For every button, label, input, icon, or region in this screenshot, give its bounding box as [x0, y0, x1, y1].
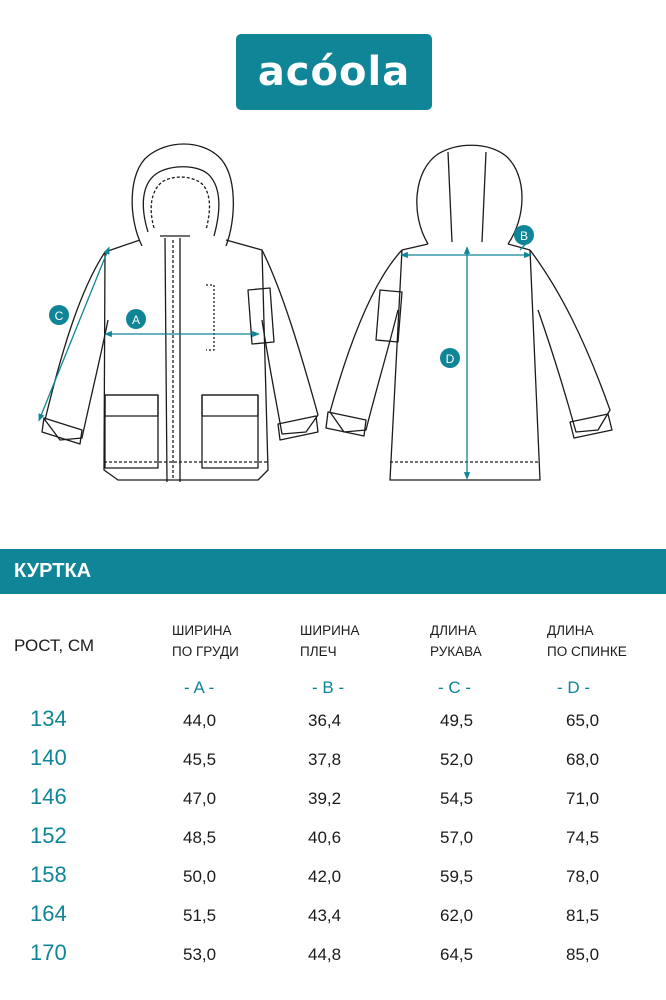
- column-header-d: [547, 620, 627, 662]
- svg-text:C: C: [54, 309, 64, 323]
- value-cell: 68,0: [566, 750, 600, 769]
- value-cell: 81,5: [566, 906, 600, 925]
- value-cell: 71,0: [566, 789, 600, 808]
- value-cell: 59,5: [440, 867, 474, 886]
- section-title: КУРТКА: [14, 560, 92, 582]
- marker-b: [514, 225, 534, 245]
- jacket-diagram: [0, 130, 666, 530]
- column-header-line: ШИРИНА: [172, 623, 232, 638]
- marker-d: [440, 348, 460, 368]
- value-cell: 45,5: [183, 750, 217, 769]
- column-header-line: ШИРИНА: [300, 623, 360, 638]
- value-cell: 62,0: [440, 906, 474, 925]
- column-header-line: ДЛИНА: [547, 623, 594, 638]
- column-header-a: [172, 620, 239, 662]
- column-header-b: [300, 620, 360, 662]
- value-cell: 85,0: [566, 945, 600, 964]
- value-cell: 36,4: [308, 711, 342, 730]
- column-letter-b: - B -: [312, 678, 345, 697]
- svg-text:D: D: [445, 352, 455, 366]
- row-header: РОСТ, СМ: [14, 636, 95, 655]
- back-jacket: [326, 145, 612, 480]
- size-cell: 170: [30, 940, 67, 965]
- value-cell: 47,0: [183, 789, 217, 808]
- size-cell: 158: [30, 862, 67, 887]
- marker-a: [126, 309, 146, 329]
- logo-text: acóola: [257, 49, 411, 95]
- value-cell: 44,0: [183, 711, 217, 730]
- section-banner: [0, 549, 666, 594]
- value-cell: 64,5: [440, 945, 474, 964]
- column-letter-a: - A -: [184, 678, 215, 697]
- value-cell: 44,8: [308, 945, 342, 964]
- marker-c: [49, 305, 69, 325]
- value-cell: 42,0: [308, 867, 342, 886]
- value-cell: 37,8: [308, 750, 342, 769]
- column-header-line: ПЛЕЧ: [300, 644, 337, 659]
- value-cell: 53,0: [183, 945, 217, 964]
- svg-text:B: B: [519, 229, 529, 243]
- column-header-c: [430, 620, 482, 662]
- value-cell: 50,0: [183, 867, 217, 886]
- value-cell: 74,5: [566, 828, 600, 847]
- value-cell: 52,0: [440, 750, 474, 769]
- column-letter-d: - D -: [557, 678, 591, 697]
- size-cell: 134: [30, 706, 67, 731]
- size-cell: 140: [30, 745, 67, 770]
- column-header-line: РУКАВА: [430, 644, 482, 659]
- front-jacket: [42, 144, 318, 482]
- size-cell: 152: [30, 823, 67, 848]
- value-cell: 54,5: [440, 789, 474, 808]
- value-cell: 78,0: [566, 867, 600, 886]
- column-header-line: ПО СПИНКЕ: [547, 644, 627, 659]
- column-letter-c: - C -: [438, 678, 472, 697]
- value-cell: 43,4: [308, 906, 342, 925]
- value-cell: 65,0: [566, 711, 600, 730]
- column-header-line: ПО ГРУДИ: [172, 644, 239, 659]
- size-cell: 164: [30, 901, 67, 926]
- value-cell: 51,5: [183, 906, 217, 925]
- value-cell: 40,6: [308, 828, 342, 847]
- value-cell: 39,2: [308, 789, 342, 808]
- value-cell: 57,0: [440, 828, 474, 847]
- value-cell: 48,5: [183, 828, 217, 847]
- brand-logo: [236, 34, 432, 110]
- svg-text:A: A: [131, 313, 141, 327]
- value-cell: 49,5: [440, 711, 474, 730]
- size-cell: 146: [30, 784, 67, 809]
- column-header-line: ДЛИНА: [430, 623, 477, 638]
